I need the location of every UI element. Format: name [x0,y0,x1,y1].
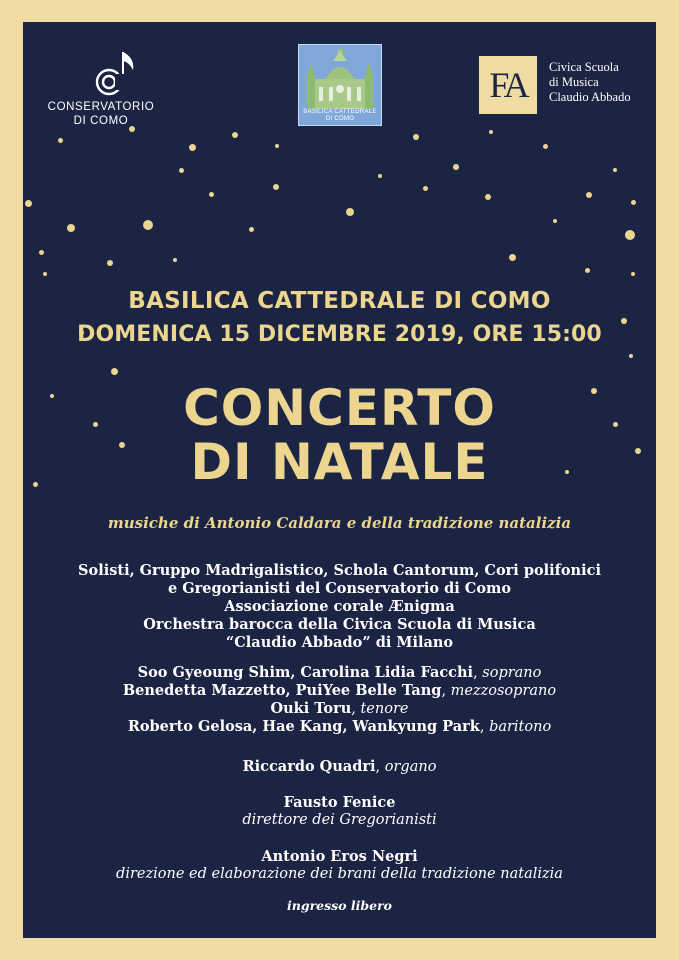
soloist-line: Benedetta Mazzetto, PuiYee Belle Tang, mezzosoprano [122,682,557,699]
director-role: direzione ed elaborazione dei brani della tradizione natalizia [116,866,563,882]
ensemble-line: Orchestra barocca della Civica Scuola di Musica [143,616,536,633]
conservatorio-mark-icon [81,50,141,96]
title-line2: DI NATALE [190,433,489,491]
date-heading: DOMENICA 15 DICEMBRE 2019, ORE 15:00 [77,322,602,347]
conservatorio-logo [41,48,161,130]
civica-logo-line3: Claudio Abbado [549,90,631,104]
subtitle: musiche di Antonio Caldara e della tradizione natalizia [107,514,572,532]
director-name: Antonio Eros Negri [261,848,418,865]
conservatorio-logo-line2: DI COMO [73,115,129,127]
civica-logo-line2: di Musica [549,75,599,89]
civica-logo-line1: Civica Scuola [549,60,619,74]
ensemble-line: e Gregorianisti del Conservatorio di Como [167,580,512,597]
soloist-line: Ouki Toru, tenore [270,700,409,717]
basilica-logo [298,44,382,126]
conservatorio-logo-line1: CONSERVATORIO [47,101,155,113]
soloist-line: Soo Gyeoung Shim, Carolina Lidia Facchi, soprano [137,664,542,681]
admission-note: ingresso libero [287,898,392,913]
soloist-line: Roberto Gelosa, Hae Kang, Wankyung Park, baritono [127,718,552,735]
ensemble-line: Associazione corale Ænigma [224,598,455,615]
ensemble-line: Solisti, Gruppo Madrigalistico, Schola Cantorum, Cori polifonici [78,562,601,579]
gregorian-director-name: Fausto Fenice [283,794,396,811]
poster [23,22,656,938]
ensemble-line: “Claudio Abbado” di Milano [225,634,454,651]
venue-heading: BASILICA CATTEDRALE DI COMO [128,288,551,314]
gregorian-director-role: direttore dei Gregorianisti [242,812,437,828]
title-line1: CONCERTO [183,379,496,437]
civica-mark: FA [479,56,537,114]
organist-line: Riccardo Quadri, organo [242,758,437,775]
basilica-logo-caption: BASILICA CATTEDRALE DI COMO [303,108,377,122]
civica-scuola-logo [479,56,655,116]
